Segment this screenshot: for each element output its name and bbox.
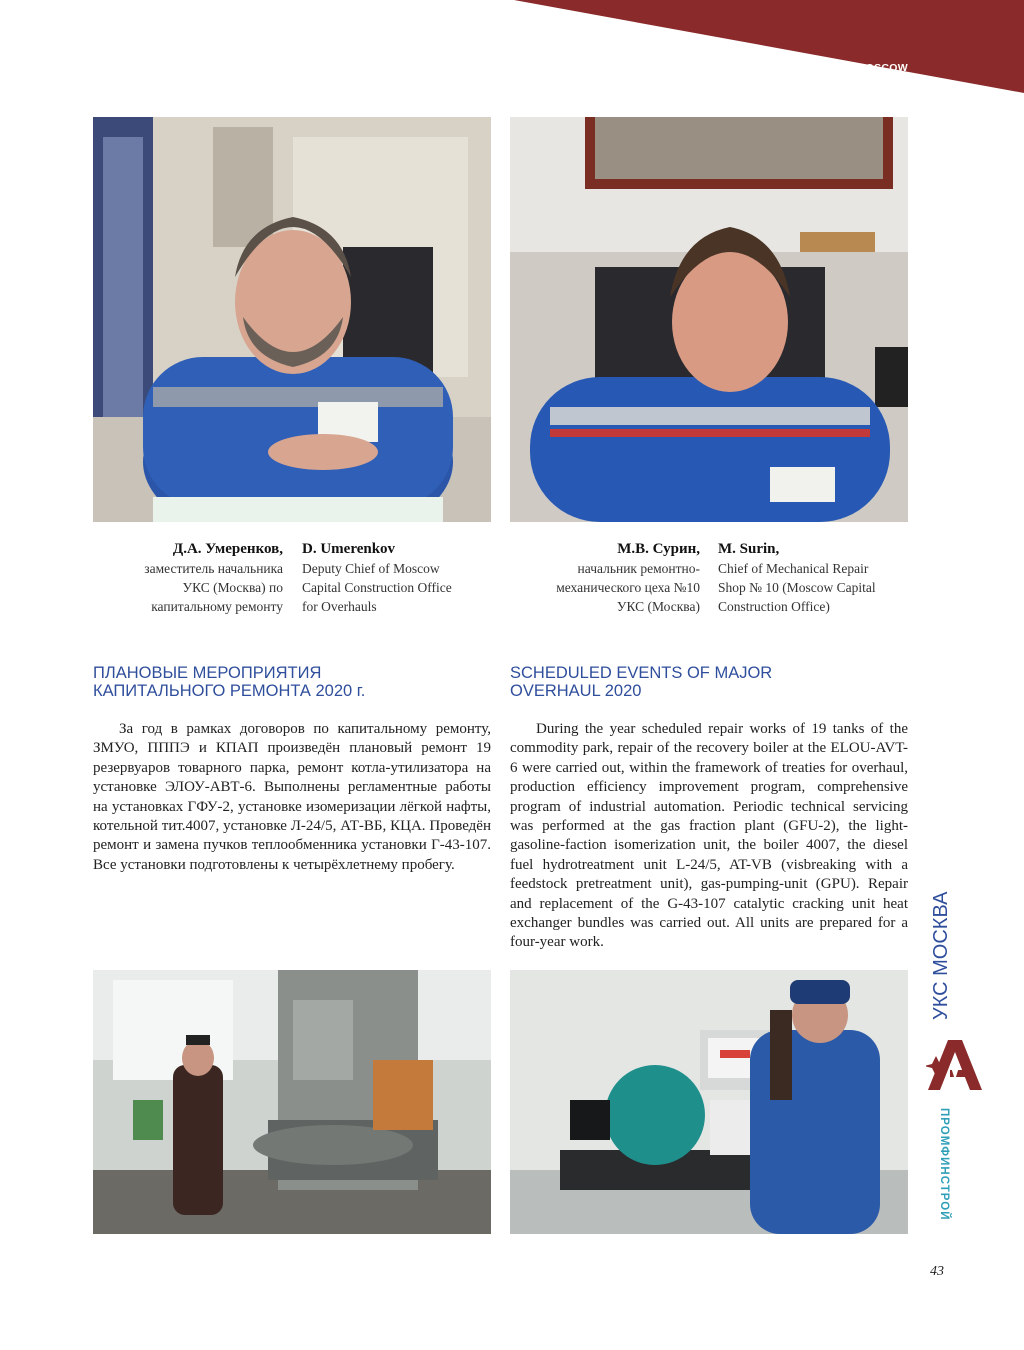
caption-left-ru-title-1: заместитель начальника [144, 561, 283, 576]
en-heading [510, 664, 908, 700]
sidebar-brand [934, 1108, 952, 1228]
section-label-line2: REFINERY [852, 75, 908, 87]
caption-right-ru [512, 540, 700, 616]
en-heading-line1: SCHEDULED EVENTS OF MAJOR [510, 664, 773, 682]
caption-right-ru-title-2: механического цеха №10 [556, 580, 700, 595]
caption-left-en [302, 540, 492, 616]
caption-left-ru-name: Д.А. Умеренков, [172, 541, 283, 557]
caption-left-ru [100, 540, 283, 616]
caption-left-ru-title-2: УКС (Москва) по [182, 580, 283, 595]
photo-surin [510, 117, 908, 522]
photo-umerenkov [93, 117, 491, 522]
ru-heading-line2: КАПИТАЛЬНОГО РЕМОНТА 2020 г. [93, 682, 366, 700]
caption-left-en-name: D. Umerenkov [302, 541, 396, 557]
caption-right-en-title-1: Chief of Mechanical Repair [718, 561, 869, 576]
page-number: 43 [930, 1264, 944, 1279]
caption-right-ru-title-1: начальник ремонтно- [577, 561, 700, 576]
corner-banner [514, 0, 1024, 93]
caption-left-en-title-3: for Overhauls [302, 599, 377, 614]
caption-left-ru-title-3: капитальному ремонту [151, 599, 283, 614]
caption-left-en-title-2: Capital Construction Office [302, 580, 452, 595]
caption-right-en-title-3: Construction Office) [718, 599, 830, 614]
en-body-text: During the year scheduled repair works of 19 tanks of the commodity park, repair of the recovery boiler at the ELOU-AVT-6 were carried out, within the framework of treaties for overhaul, production efficiency improvement program, comprehensive program of industrial automation. Periodic technical servicing was performed at the gas fraction plant (GFU-2), the light-gasoline-faction isomerization unit, the boiler 4007, the diesel fuel hydrotreatment unit L-24/5, AT-VB (visbreaking with a feedstock pretreatment unit), gas-pumping-unit (GPU). Repair and replacement of the G-43-107 catalytic cracking unit heat exchanger bundles was carried out. All units are prepared for a four-year work. [510, 721, 908, 951]
caption-right-ru-name: М.В. Сурин, [617, 541, 700, 557]
ru-heading [93, 664, 491, 700]
caption-right-ru-title-3: УКС (Москва) [616, 599, 700, 614]
section-label [853, 62, 908, 88]
caption-right-en-title-2: Shop № 10 (Moscow Capital [718, 580, 876, 595]
sidebar-brand-text: ПРОМФИНСТРОЙ [938, 1108, 950, 1221]
caption-right-en-name: M. Surin, [718, 541, 780, 557]
promfinstroy-logo-icon [926, 1036, 984, 1094]
ru-body-text: За год в рамках договоров по капитальному ремонту, ЗМУО, ПППЭ и КПАП произведён плановый ремонт 19 резервуаров товарного парка, ремонт котла-утилизатора на установке ЭЛОУ-АВТ-6. Выполнены регламентные работы на установках ГФУ-2, установке изомеризации лёгкой нафты, котельной тит.4007, установке Л-24/5, АТ-ВБ, КЦА. Проведён ремонт и замена пучков теплообменника установки Г-43-107. Все установки подготовлены к четырёхлетнему пробегу. [93, 721, 491, 873]
sidebar-title [930, 880, 954, 1020]
ru-heading-line1: ПЛАНОВЫЕ МЕРОПРИЯТИЯ [93, 664, 322, 682]
section-label-line1: MOSCOW [856, 62, 908, 74]
photo-balancing-machine [510, 970, 908, 1234]
en-heading-line2: OVERHAUL 2020 [510, 682, 642, 700]
photo-milling-machine [93, 970, 491, 1234]
caption-left-en-title-1: Deputy Chief of Moscow [302, 561, 440, 576]
caption-right-en [718, 540, 918, 616]
sidebar-title-text: УКС МОСКВА [930, 891, 952, 1020]
